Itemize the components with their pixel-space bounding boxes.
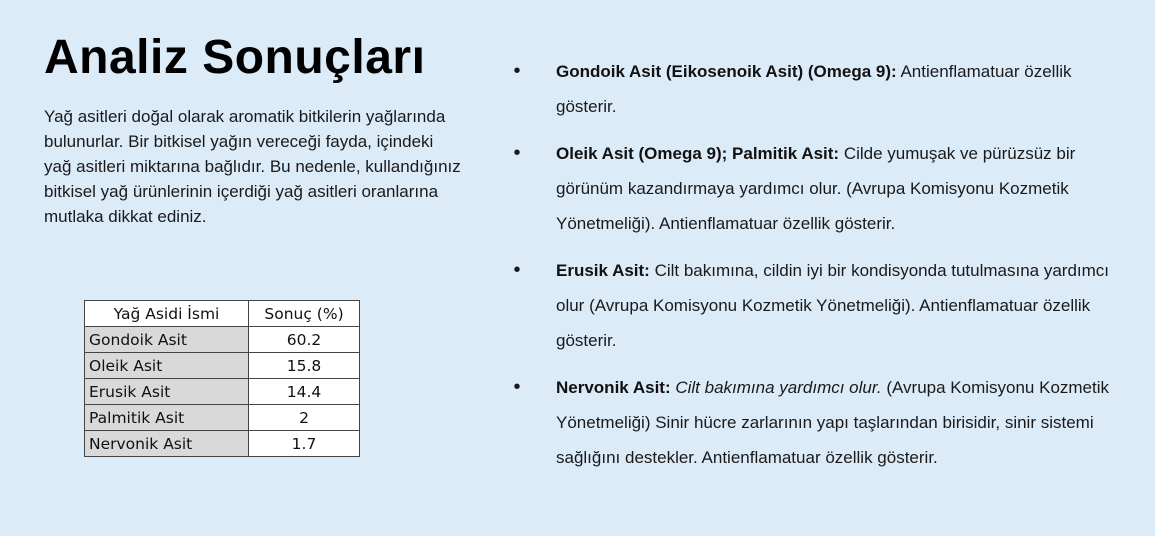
item-heading: Oleik Asit (Omega 9); Palmitik Asit: bbox=[556, 144, 840, 163]
list-item bbox=[510, 253, 1120, 358]
item-heading: Gondoik Asit (Eikosenoik Asit) (Omega 9): bbox=[556, 62, 897, 81]
acid-name-cell: Palmitik Asit bbox=[85, 405, 249, 431]
bullet-icon: • bbox=[513, 142, 521, 164]
item-text: Cilt bakımına, cildin iyi bir kondisyonda tutulmasına yardımcı olur (Avrupa Komisyonu Kozmetik Yönetmeliği). Antienflamatuar özellik gösterir. bbox=[556, 261, 1110, 350]
acid-name-cell: Erusik Asit bbox=[85, 379, 249, 405]
table-row bbox=[85, 379, 360, 405]
acid-name-cell: Nervonik Asit bbox=[85, 431, 249, 457]
item-heading: Erusik Asit: bbox=[556, 261, 650, 280]
table-row bbox=[85, 431, 360, 457]
table-row bbox=[85, 353, 360, 379]
header-result: Sonuç (%) bbox=[249, 301, 360, 327]
bullet-icon: • bbox=[513, 60, 521, 82]
list-item bbox=[510, 136, 1120, 241]
item-text: Cilde yumuşak ve pürüzsüz bir görünüm kazandırmaya yardımcı olur. (Avrupa Komisyonu Kozmetik Yönetmeliği). Antienflamatuar özellik gösterir. bbox=[556, 144, 1076, 233]
list-item bbox=[510, 370, 1120, 475]
acid-value-cell: 15.8 bbox=[249, 353, 360, 379]
item-text: Antienflamatuar özellik gösterir. bbox=[556, 62, 1072, 116]
bullet-icon: • bbox=[513, 259, 521, 281]
header-acid-name: Yağ Asidi İsmi bbox=[85, 301, 249, 327]
acid-value-cell: 60.2 bbox=[249, 327, 360, 353]
left-panel bbox=[44, 28, 484, 229]
table-row bbox=[85, 405, 360, 431]
item-italic-text: Cilt bakımına yardımcı olur. bbox=[670, 378, 882, 397]
item-text: (Avrupa Komisyonu Kozmetik Yönetmeliği) Sinir hücre zarlarının yapı taşlarından birisidir, sinir sistemi sağlığını destekler. Antienflamatuar özellik gösterir. bbox=[556, 378, 1110, 467]
acid-name-cell: Gondoik Asit bbox=[85, 327, 249, 353]
list-item bbox=[510, 54, 1120, 124]
acid-value-cell: 14.4 bbox=[249, 379, 360, 405]
bullet-list bbox=[510, 54, 1120, 475]
table-row bbox=[85, 327, 360, 353]
fatty-acid-table bbox=[84, 300, 360, 457]
acid-value-cell: 1.7 bbox=[249, 431, 360, 457]
bullet-icon: • bbox=[513, 376, 521, 398]
intro-paragraph: Yağ asitleri doğal olarak aromatik bitkilerin yağlarında bulunurlar. Bir bitkisel yağın vereceği fayda, içindeki yağ asitleri miktarına bağlıdır. Bu nedenle, kullandığınız bitkisel yağ ürünlerinin içerdiği yağ asitleri oranlarına mutlaka dikkat ediniz. bbox=[44, 107, 461, 226]
item-heading: Nervonik Asit: bbox=[556, 378, 671, 397]
acid-value-cell: 2 bbox=[249, 405, 360, 431]
page-title: Analiz Sonuçları bbox=[44, 31, 426, 84]
table-header-row bbox=[85, 301, 360, 327]
acid-name-cell: Oleik Asit bbox=[85, 353, 249, 379]
